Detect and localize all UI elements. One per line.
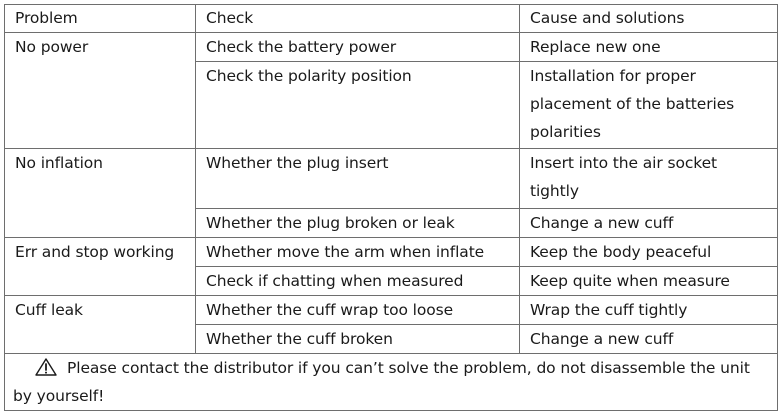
check-cell: Whether the cuff wrap too loose: [196, 296, 520, 325]
solution-cell: Replace new one: [520, 33, 778, 62]
solution-cell: Change a new cuff: [520, 209, 778, 238]
check-cell: Check the battery power: [196, 33, 520, 62]
warning-triangle-icon: [35, 358, 57, 376]
column-header-check: Check: [196, 5, 520, 33]
table-row: [5, 33, 778, 62]
check-cell: Whether move the arm when inflate: [196, 238, 520, 267]
solution-cell: Installation for proper placement of the batteries polarities: [520, 62, 778, 149]
troubleshooting-table: [4, 4, 778, 411]
table-row: [5, 238, 778, 267]
table-header-row: [5, 5, 778, 33]
problem-cell: Err and stop working: [5, 238, 196, 296]
solution-cell: Keep the body peaceful: [520, 238, 778, 267]
solution-cell: Insert into the air socket tightly: [520, 149, 778, 209]
warning-note-text: Please contact the distributor if you can’t solve the problem, do not disassemble the unit by yourself!: [13, 359, 750, 405]
column-header-solution: Cause and solutions: [520, 5, 778, 33]
solution-cell: Change a new cuff: [520, 325, 778, 354]
warning-note-row: [5, 354, 778, 411]
solution-cell: Wrap the cuff tightly: [520, 296, 778, 325]
solution-cell: Keep quite when measure: [520, 267, 778, 296]
table-row: [5, 296, 778, 325]
check-cell: Check if chatting when measured: [196, 267, 520, 296]
column-header-problem: Problem: [5, 5, 196, 33]
problem-cell: No power: [5, 33, 196, 149]
table-row: [5, 149, 778, 209]
check-cell: Whether the cuff broken: [196, 325, 520, 354]
troubleshooting-section: [4, 4, 777, 411]
problem-cell: No inflation: [5, 149, 196, 238]
problem-cell: Cuff leak: [5, 296, 196, 354]
check-cell: Whether the plug broken or leak: [196, 209, 520, 238]
check-cell: Whether the plug insert: [196, 149, 520, 209]
warning-note: [5, 354, 778, 411]
check-cell: Check the polarity position: [196, 62, 520, 149]
